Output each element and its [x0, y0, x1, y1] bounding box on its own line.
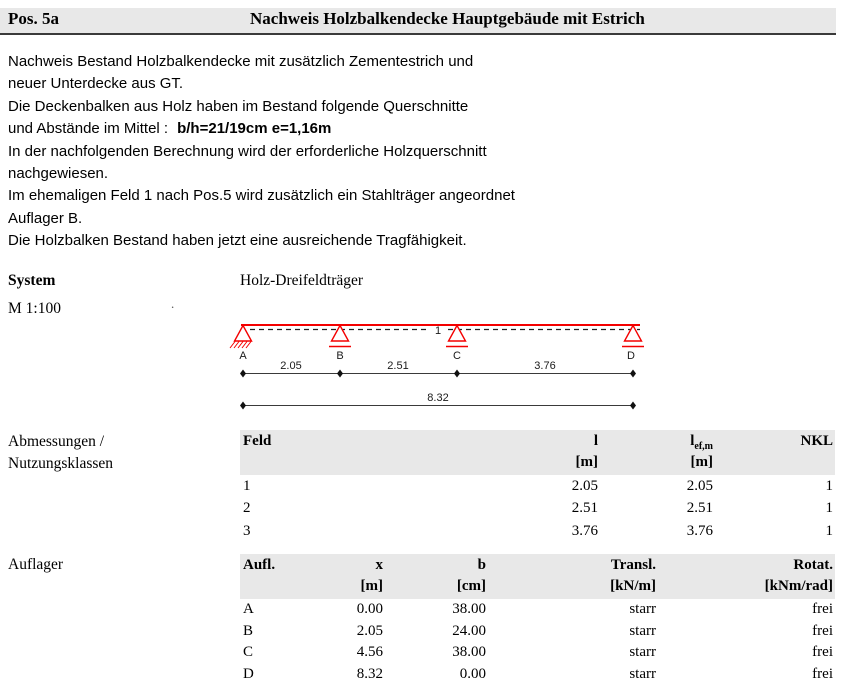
cell-feld: 1 [243, 478, 251, 494]
cell-rotat: frei [812, 601, 833, 617]
dim-tick [454, 370, 460, 378]
table-row [240, 520, 835, 542]
abmessungen-section-label [8, 431, 113, 475]
dim-tick [337, 370, 343, 378]
intro-line-text: und Abstände im Mittel : [8, 120, 169, 138]
intro-line: Auflager B. [8, 209, 83, 227]
abmessungen-label-line2: Nutzungsklassen [8, 455, 114, 472]
intro-line: neuer Unterdecke aus GT. [8, 75, 184, 93]
cell-aufl: C [243, 644, 254, 661]
auflager-table [240, 554, 835, 685]
unit-lefm: [m] [690, 454, 713, 470]
cell-l: 2.05 [571, 478, 598, 494]
cell-nkl: 1 [825, 500, 833, 517]
cell-nkl: 1 [825, 478, 833, 494]
table-row [240, 621, 835, 643]
table-row [240, 664, 835, 686]
unit-rotat: [kNm/rad] [764, 578, 833, 594]
dim-tick [630, 402, 636, 410]
intro-line: nachgewiesen. [8, 165, 109, 183]
cell-feld: 3 [243, 522, 251, 539]
intro-line: In der nachfolgenden Berechnung wird der erforderliche Holzquerschnitt [8, 142, 487, 160]
cell-rotat: frei [812, 622, 833, 639]
col-header-feld: Feld [243, 433, 272, 449]
stray-dot: . [171, 296, 175, 311]
abmessungen-table-header [240, 430, 835, 475]
support-c-icon [449, 326, 466, 342]
span-3-dim-label: 3.76 [534, 360, 556, 372]
intro-line: Die Deckenbalken aus Holz haben im Bestand folgende Querschnitte [8, 97, 469, 115]
scale-label: M 1:100 [8, 300, 61, 317]
intro-line: Nachweis Bestand Holzbalkendecke mit zusätzlich Zementestrich und [8, 53, 474, 70]
cell-b: 38.00 [452, 601, 486, 617]
col-header-l: l [593, 433, 598, 449]
dim-tick [240, 402, 246, 410]
system-type-label: Holz-Dreifeldträger [240, 272, 364, 289]
member-number-label: 1 [434, 325, 442, 337]
unit-b: [cm] [456, 578, 486, 594]
cell-l: 2.51 [571, 500, 598, 517]
abmessungen-table [240, 430, 835, 542]
cell-nkl: 1 [825, 522, 833, 539]
col-header-transl: Transl. [610, 557, 656, 573]
unit-x: [m] [360, 578, 383, 594]
title-bar [0, 8, 836, 35]
cell-x: 0.00 [356, 601, 383, 617]
unit-l: [m] [575, 454, 598, 470]
cell-b: 24.00 [452, 622, 486, 639]
table-row [240, 599, 835, 621]
cell-lefm: 3.76 [686, 522, 713, 539]
col-header-b: b [477, 557, 486, 573]
intro-text [8, 51, 515, 253]
cell-aufl: D [243, 665, 254, 682]
abmessungen-label-line1: Abmessungen / [8, 433, 105, 450]
cell-transl: starr [629, 644, 656, 661]
cell-x: 8.32 [356, 665, 383, 682]
support-label-d: D [627, 350, 635, 362]
cell-transl: starr [629, 601, 656, 617]
support-label-b: B [336, 350, 344, 362]
cell-aufl: B [243, 622, 254, 639]
span-1-dim-label: 2.05 [280, 360, 302, 372]
dim-tick [240, 370, 246, 378]
cell-b: 38.00 [452, 644, 486, 661]
cell-lefm: 2.51 [686, 500, 713, 517]
total-span-dim-label: 8.32 [427, 392, 449, 404]
cell-transl: starr [629, 622, 656, 639]
table-row [240, 497, 835, 519]
intro-line: Die Holzbalken Bestand haben jetzt eine ausreichende Tragfähigkeit. [8, 232, 467, 250]
support-a-icon [235, 326, 252, 342]
page-title: Nachweis Holzbalkendecke Hauptgebäude mit Estrich [250, 9, 645, 28]
col-header-rotat: Rotat. [793, 557, 833, 573]
system-section-label: System [8, 272, 56, 289]
cell-x: 4.56 [356, 644, 383, 661]
cell-b: 0.00 [459, 665, 486, 682]
cell-lefm: 2.05 [686, 478, 713, 494]
cell-rotat: frei [812, 665, 833, 682]
intro-line [8, 118, 515, 140]
support-b-icon [332, 326, 349, 342]
dim-tick [630, 370, 636, 378]
col-header-aufl: Aufl. [243, 557, 276, 573]
position-number: Pos. 5a [8, 9, 59, 28]
support-a-hatch [230, 342, 251, 349]
cell-feld: 2 [243, 500, 251, 517]
col-header-nkl: NKL [800, 433, 833, 449]
cell-x: 2.05 [356, 622, 383, 639]
cell-l: 3.76 [571, 522, 598, 539]
table-row [240, 642, 835, 664]
cell-transl: starr [629, 665, 656, 682]
support-d-icon [625, 326, 642, 342]
col-header-x: x [375, 557, 383, 573]
col-header-lefm [600, 431, 715, 452]
intro-line: Im ehemaligen Feld 1 nach Pos.5 wird zusätzlich ein Stahlträger angeordnet [8, 187, 515, 205]
cell-aufl: A [243, 601, 254, 617]
unit-transl: [kN/m] [610, 578, 656, 594]
beam-system-diagram [225, 313, 655, 413]
support-label-c: C [453, 350, 461, 362]
support-label-a: A [239, 350, 247, 362]
table-row [240, 475, 835, 497]
lefm-sub: ef,m [694, 441, 713, 452]
span-2-dim-label: 2.51 [387, 360, 409, 372]
lefm-main: l [690, 433, 695, 449]
cross-section-value: b/h=21/19cm e=1,16m [177, 120, 332, 138]
cell-rotat: frei [812, 644, 833, 661]
auflager-table-header [240, 554, 835, 599]
auflager-section-label: Auflager [8, 556, 64, 573]
